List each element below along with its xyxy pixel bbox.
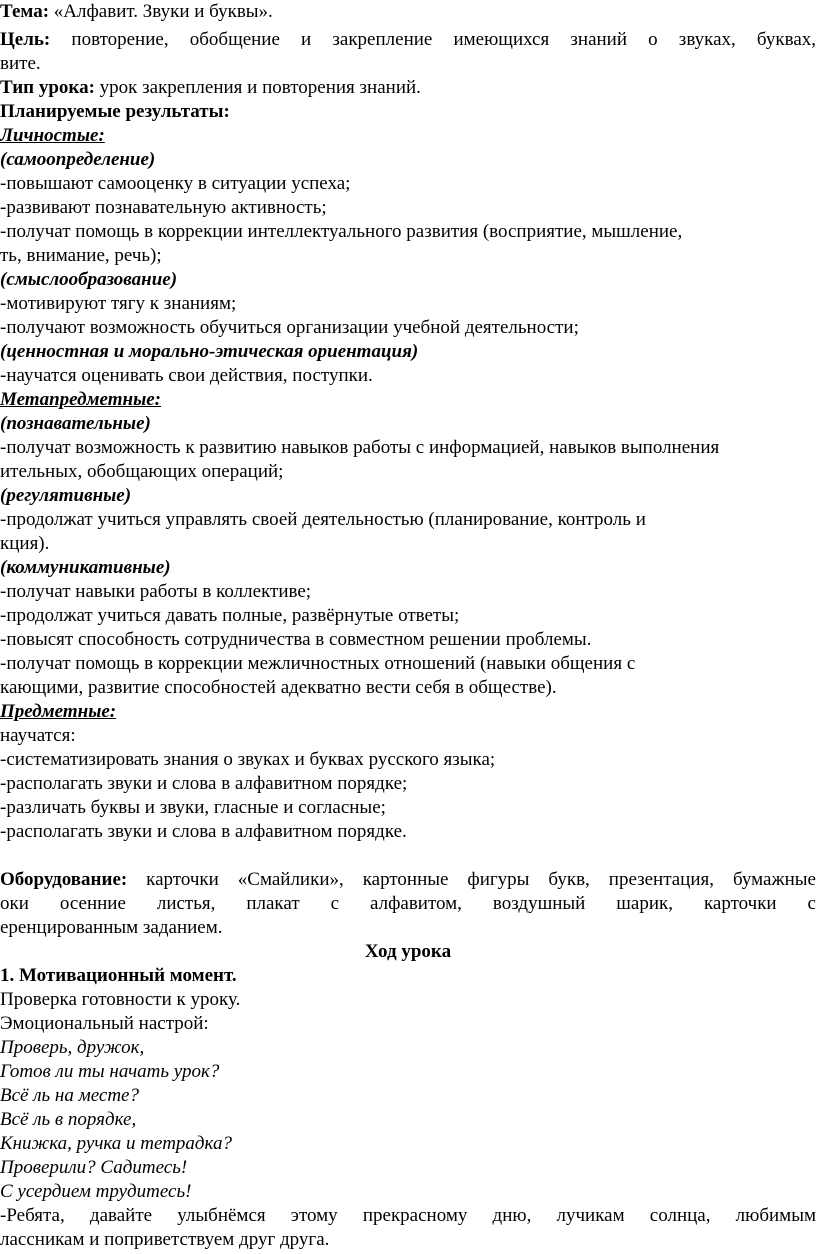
goal-label: Цель: [0,29,51,50]
list-item: -располагать звуки и слова в алфавитном порядке. [0,821,407,842]
lesson-flow-heading: Ход урока [364,941,452,962]
list-item: ительных, обобщающих операций; [0,461,284,482]
list-item: -получат навыки работы в коллективе; [0,581,312,602]
cognitive-heading: (познавательные) [0,413,151,434]
poem-line: Всё ль в порядке, [0,1109,137,1130]
planned-results-heading: Планируемые результаты: [0,101,230,122]
list-item: -получают возможность обучиться организации учебной деятельности; [0,317,579,338]
theme-line [0,0,816,24]
list-item: Проверка готовности к уроку. [0,989,241,1010]
list-item: -мотивируют тягу к знаниям; [0,293,237,314]
communicative-heading: (коммуникативные) [0,557,171,578]
lesson-type-value: урок закрепления и повторения знаний. [94,77,421,98]
regulatory-heading: (регулятивные) [0,485,132,506]
poem-line: Книжка, ручка и тетрадка? [0,1133,232,1154]
list-item: -получат возможность к развитию навыков работы с информацией, навыков выполнения [0,437,720,458]
lesson-type-line [0,76,816,100]
closing-line: -Ребята, давайте улыбнёмся этому прекрасному дню, лучикам солнца, любимым [0,1205,816,1226]
list-item: ть, внимание, речь); [0,245,162,266]
theme-value: «Алфавит. Звуки и буквы». [49,1,273,22]
list-item: -повысят способность сотрудничества в совместном решении проблемы. [0,629,592,650]
closing-line-2: лассникам и поприветствуем друг друга. [0,1229,330,1250]
poem-line: Готов ли ты начать урок? [0,1061,220,1082]
list-item: научатся: [0,725,76,746]
values-heading: (ценностная и морально-этическая ориентация) [0,341,419,362]
goal-text: повторение, обобщение и закрепление имеющихся знаний о звуках, буквах, [50,29,816,50]
equipment-line-2: оки осенние листья, плакат с алфавитом, воздушный шарик, карточки с [0,893,816,914]
list-item: -систематизировать знания о звуках и буквах русского языка; [0,749,496,770]
subject-results-heading: Предметные: [0,701,117,722]
list-item: -развивают познавательную активность; [0,197,327,218]
self-determination-heading: (самоопределение) [0,149,156,170]
list-item: -продолжат учиться давать полные, развёрнутые ответы; [0,605,460,626]
equipment-line-3: еренцированным заданием. [0,917,223,938]
equipment-text: карточки «Смайлики», картонные фигуры букв, презентация, бумажные [127,869,816,890]
lesson-type-label: Тип урока: [0,77,95,98]
poem-line: Проверь, дружок, [0,1037,145,1058]
personal-results-heading: Личностые: [0,125,105,146]
goal-line-2: вите. [0,53,41,74]
equipment-label: Оборудование: [0,869,128,890]
theme-label: Тема: [0,1,50,22]
list-item: -получат помощь в коррекции интеллектуального развития (восприятие, мышление, [0,221,683,242]
list-item: кающими, развитие способностей адекватно вести себя в обществе). [0,677,557,698]
list-item: -научатся оценивать свои действия, поступки. [0,365,373,386]
section-1-heading: 1. Мотивационный момент. [0,965,237,986]
poem-line: Проверили? Садитесь! [0,1157,188,1178]
list-item: -повышают самооценку в ситуации успеха; [0,173,351,194]
goal-line [0,28,816,52]
list-item: -продолжат учиться управлять своей деятельностью (планирование, контроль и [0,509,646,530]
meta-results-heading: Метапредметные: [0,389,162,410]
equipment-line [0,868,816,892]
list-item: -различать буквы и звуки, гласные и согласные; [0,797,386,818]
list-item: Эмоциональный настрой: [0,1013,209,1034]
poem-line: Всё ль на месте? [0,1085,139,1106]
list-item: -получат помощь в коррекции межличностных отношений (навыки общения с [0,653,636,674]
meaning-heading: (смыслообразование) [0,269,178,290]
poem-line: С усердием трудитесь! [0,1181,192,1202]
list-item: -располагать звуки и слова в алфавитном порядке; [0,773,408,794]
list-item: кция). [0,533,50,554]
